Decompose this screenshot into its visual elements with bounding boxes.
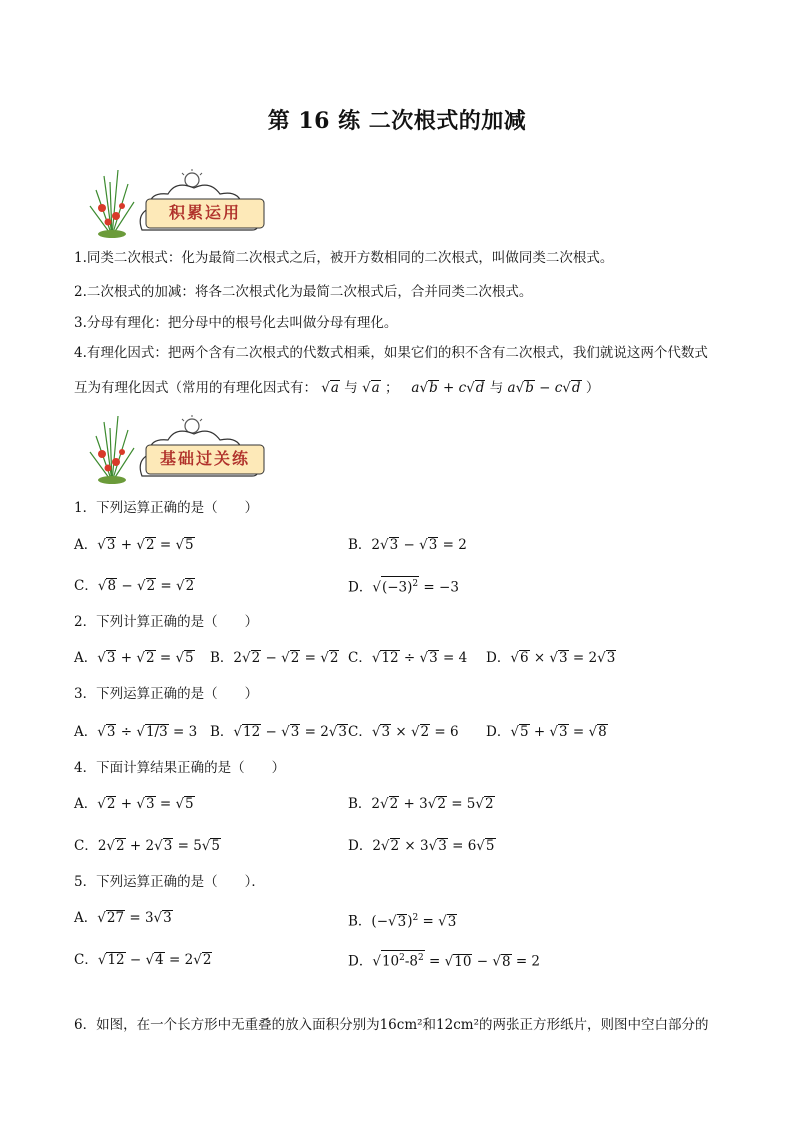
q1-option-c: C．√8 − √2 = √2: [74, 578, 195, 594]
q4-option-c: C．2√2 + 2√3 = 5√5: [74, 838, 221, 854]
question-2-stem: 2．下列计算正确的是（ ）: [74, 614, 259, 630]
q2-option-b: B．2√2 − √2 = √2: [210, 650, 339, 666]
q4-option-b: B．2√2 + 3√2 = 5√2: [348, 796, 494, 812]
option-letter: D．: [486, 724, 511, 740]
note-2: 2.二次根式的加减：将各二次根式化为最简二次根式后，合并同类二次根式。: [74, 284, 533, 300]
question-5-stem: 5．下列运算正确的是（ ）．: [74, 874, 265, 890]
q3-option-a: A．√3 ÷ √1/3 = 3: [74, 724, 198, 740]
formula: a√b − c√d: [507, 380, 581, 396]
q2-option-a: A．√3 + √2 = √5: [74, 650, 194, 666]
option-letter: C．: [74, 578, 98, 594]
q5-option-c: C．√12 − √4 = 2√2: [74, 952, 212, 968]
flower-plant-icon: [82, 412, 142, 484]
q3-option-d: D．√5 + √3 = √8: [486, 724, 607, 740]
note-4a: 4.有理化因式：把两个含有二次根式的代数式相乘，如果它们的积不含有二次根式，我们就说这两个代数式: [74, 345, 708, 361]
option-letter: D．: [348, 579, 373, 596]
q1-option-a: A．√3 + √2 = √5: [74, 537, 194, 553]
option-letter: C．: [74, 952, 98, 968]
question-6-stem: 6．如图，在一个长方形中无重叠的放入面积分别为16cm²和12cm²的两张正方形纸片，则图中空白部分的: [74, 1017, 709, 1033]
formula: a√b + c√d: [411, 380, 485, 396]
banner-label: 基础过关练: [159, 448, 250, 468]
question-4-stem: 4．下面计算结果正确的是（ ）: [74, 760, 286, 776]
note-3: 3.分母有理化：把分母中的根号化去叫做分母有理化。: [74, 315, 398, 331]
question-1-stem: 1．下列运算正确的是（ ）: [74, 500, 259, 516]
formula: √a: [321, 380, 339, 396]
note-4b: [74, 378, 599, 398]
note-4c: 与: [344, 380, 358, 396]
option-letter: A．: [74, 796, 98, 812]
option-letter: C．: [348, 724, 372, 740]
option-letter: A．: [74, 724, 98, 740]
option-letter: B．: [348, 537, 372, 553]
q5-option-b: B．$(-√3)^2 = √3$: [348, 913, 457, 930]
option-letter: B．: [210, 724, 234, 740]
option-letter: A．: [74, 650, 98, 666]
q4-option-d: D．2√2 × 3√3 = 6√5: [348, 838, 495, 854]
q4-option-a: A．√2 + √3 = √5: [74, 796, 194, 812]
section-banner-basic: [82, 412, 282, 486]
option-letter: B．: [210, 650, 234, 666]
note-4e: 与: [489, 380, 504, 396]
option-letter: A．: [74, 910, 98, 926]
option-letter: D．: [348, 953, 373, 970]
option-letter: B．: [348, 796, 372, 812]
flower-plant-icon: [82, 166, 142, 238]
section-banner-accumulate: [82, 166, 282, 240]
note-4f: ）: [585, 380, 600, 396]
option-letter: B．: [348, 913, 372, 930]
option-letter: D．: [348, 838, 373, 854]
option-letter: C．: [348, 650, 372, 666]
q3-option-c: C．√3 × √2 = 6: [348, 724, 459, 740]
note-4b-text: 互为有理化因式（常用的有理化因式有：: [74, 380, 317, 396]
q3-option-b: B．√12 − √3 = 2√3: [210, 724, 347, 740]
option-letter: D．: [486, 650, 511, 666]
question-3-stem: 3．下列运算正确的是（ ）: [74, 686, 259, 702]
q1-option-d: D．$√(-3)^2 = -3$: [348, 576, 459, 598]
banner-label: 积累运用: [168, 202, 241, 222]
q5-option-a: A．√27 = 3√3: [74, 910, 172, 926]
note-1: 1.同类二次根式：化为最简二次根式之后，被开方数相同的二次根式，叫做同类二次根式。: [74, 250, 614, 266]
q1-option-b: B．2√3 − √3 = 2: [348, 537, 467, 553]
option-letter: A．: [74, 537, 98, 553]
q2-option-c: C．√12 ÷ √3 = 4: [348, 650, 468, 666]
formula: √a: [362, 380, 380, 396]
page-title: 第 16 练 二次根式的加减: [267, 108, 527, 134]
q2-option-d: D．√6 × √3 = 2√3: [486, 650, 616, 666]
option-letter: C．: [74, 838, 98, 854]
q5-option-d: D．$√10^2-8^2 = √10 - √8 = 2$: [348, 950, 540, 972]
note-4d: ；: [385, 380, 399, 396]
